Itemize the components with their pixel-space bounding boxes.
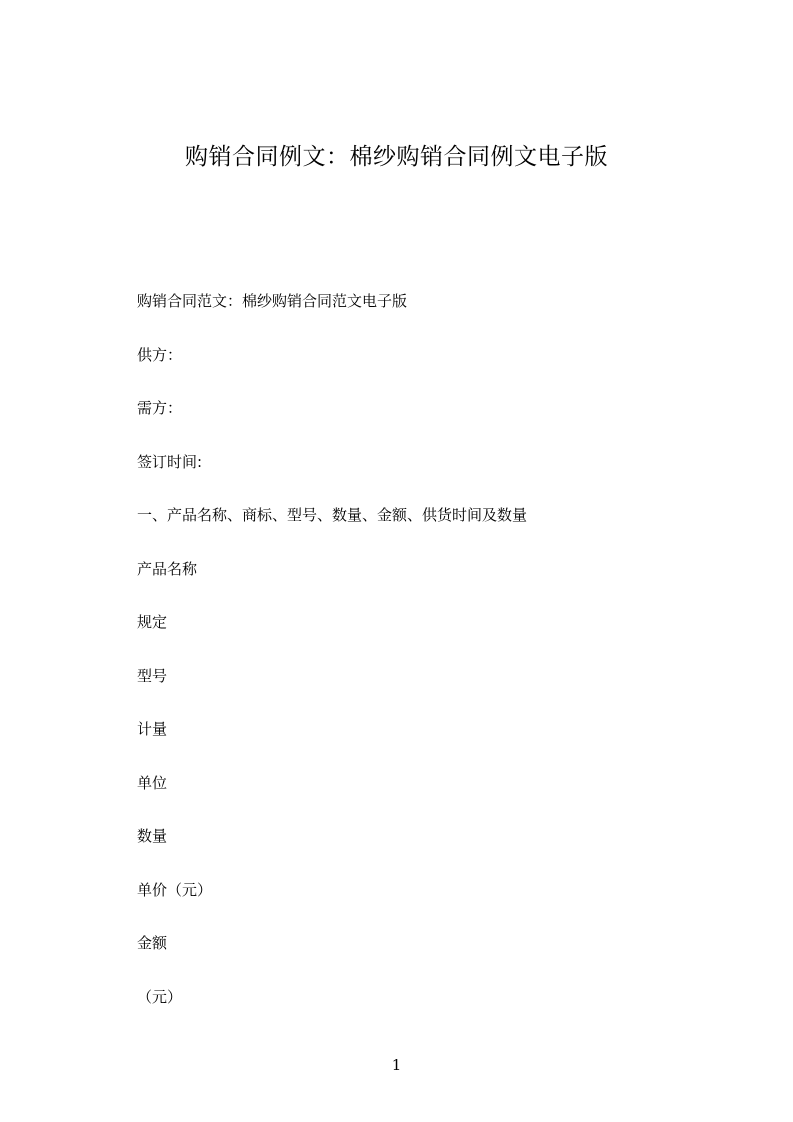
product-name-label: 产品名称 bbox=[137, 559, 198, 578]
supplier-line: 供方： bbox=[137, 345, 183, 364]
signing-time-line: 签订时间: bbox=[137, 452, 203, 471]
unit-label: 单位 bbox=[137, 773, 168, 792]
intro-line: 购销合同范文：棉纱购销合同范文电子版 bbox=[137, 292, 408, 310]
model-label: 型号 bbox=[137, 666, 168, 685]
page-number: 1 bbox=[391, 1056, 402, 1074]
amount-label: 金额 bbox=[137, 934, 168, 952]
document-body bbox=[137, 288, 697, 1037]
quantity-label: 数量 bbox=[137, 827, 168, 845]
measure-label: 计量 bbox=[137, 720, 168, 738]
specification-label: 规定 bbox=[137, 613, 168, 631]
document-title: 购销合同例文：棉纱购销合同例文电子版 bbox=[185, 144, 608, 170]
amount-unit-label: （元） bbox=[137, 987, 183, 1006]
section-heading: 一、产品名称、商标、型号、数量、金额、供货时间及数量 bbox=[137, 506, 528, 524]
buyer-line: 需方： bbox=[137, 399, 183, 417]
unit-price-label: 单价（元） bbox=[137, 880, 213, 899]
